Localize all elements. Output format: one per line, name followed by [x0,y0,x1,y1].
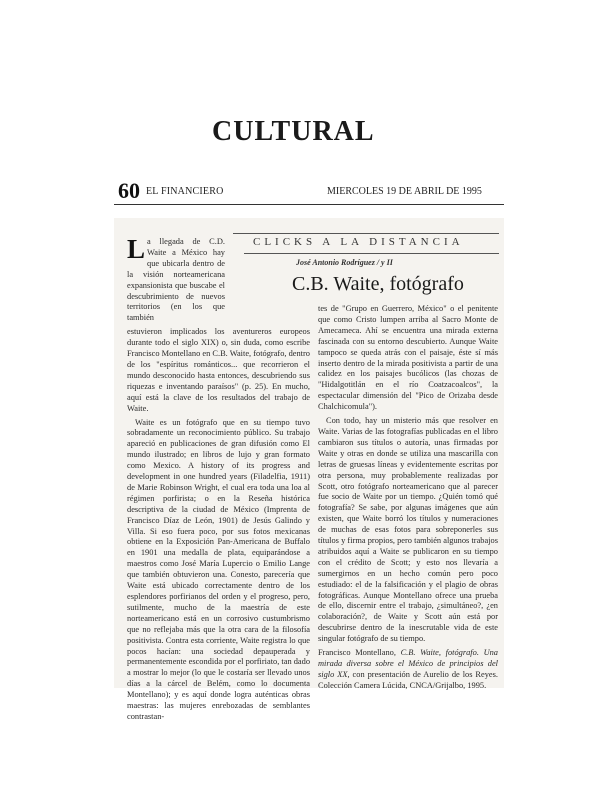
page-number: 60 [118,178,140,203]
article-paragraph: Waite es un fotógrafo que en su tiempo tuvo sobradamente un reconocimiento público. Su trabajo apareció en publicaciones de gran difusión como El mundo ilustrado; en libros de lujo y gran formato como Mexico. A history of its progress and development in one hundred years (Filadelfia, 1911) de Marie Robinson Wright, el cual era toda una loa al régimen porfirista; o en la Reseña histórica descriptiva de la ciudad de México (Imprenta de Francisco Díaz de León, 1901) de Jesús Galindo y Villa. Si eso fuera poco, por sus fotos mexicanas obtiene en la Exposición Pan-Americana de Buffalo en 1901 una medalla de plata, equiparándose a maestros como José María Lupercio o Emilio Lange que también obtuvieron una. Conesto, parecería que Waite está ubicado correctamente dentro de los esplendores porfirianos del orden y el progreso, pero, sutilmente, mucho de la maestría de este norteamericano está en un corrosivo custumbrismo que no reflejaba más que la otra cara de la filosofía positivista. Contra esta corriente, Waite registra lo que pocos hacían: una sociedad depauperada y permanentemente escondida por el porfiriato, tan dado a mostrar lo mejor (lo que le costaría ser llevado unos días a la cárcel de Belém, como lo documenta Montellano); y es aquí donde logra auténticas obras maestras: las mujeres enrebozadas de semblantes contrastan- [127,417,311,721]
article-paragraph: estuvieron implicados los aventureros europeos durante todo el siglo XIX) o, sin duda, como escribe Francisco Montellano en C.B. Waite, fotógrafo, dentro de los "espíritus románticos... que recorrieron el mundo desconocido hasta entonces, descubriendo sus riquezas e inventando paraísos" (p. 25). En mucho, aquí está la clave de los resultados del trabajo de Waite. [127,327,310,413]
section-title: CULTURAL [212,116,375,147]
article-column-2 [318,304,498,690]
intro-text: a llegada de C.D. Waite a México hay que ubicarla dentro de la visión norteamericana expansionista que buscabe el descubrimiento de nuevos territorios (en los que también [127,237,225,323]
drop-cap: L [127,234,146,264]
article-paragraph [127,234,225,324]
header-rule [114,204,504,205]
credit-book-title: C.B. Waite, fotógrafo. Una mirada diversa sobre el México de principios del siglo XX, [318,648,498,679]
article-headline: C.B. Waite, fotógrafo [292,273,464,295]
column-kicker: CLICKS A LA DISTANCIA [253,236,464,248]
kicker-top-rule [233,233,499,234]
article-paragraph: Con todo, hay un misterio más que resolver en Waite. Varias de las fotografías publicadas en el libro cambiaron sus títulos o autoría, unas firmadas por Waite y otras en donde se utiliza una mascarilla con letras de gruesas líneas y evidentemente escritas por otra persona, muy probablemente realizadas por Scott, otro fotógrafo norteamericano que al parecer fue socio de Waite por un tiempo. ¿Quién tomó qué fotografía? Se sabe, por algunas imágenes que aún existen, que Waite borró los títulos y numeraciones de muchas de esas fotos para sobreponerles sus títulos y firma propios, pero también algunos trabajos atribuidos aquí a Waite se publicaron en su tiempo con el crédito de Scott; y esto nos llevaría a sumergirnos en un hecho común pero poco estudiado: el de la falsificación y el plagio de obras fotográficas. Aunque Montellano ofrece una prueba de ello, discernir entre el trabajo, ¿simultáneo?, ¿en colaboración?, de Waite y Scott aún está por descubrirse dentro de la inescrutable vida de este singular fotógrafo de su tiempo. [318,416,498,644]
book-credit [318,648,498,692]
credit-details: con presentación de Aurelio de los Reyes. Colección Camera Lúcida, CNCA/Grijalbo, 1995. [318,669,498,690]
article-paragraph: tes de "Grupo en Guerrero, México" o el penitente que como Cristo lumpen arriba al Sacro Monte de Amecameca. Ahí se encuentra una mirada externa fascinada con su entorno descubierto. Aunque Waite tampoco se queda atrás con el paisaje, éste sí más inserto dentro de la mirada positivista a partir de una calidez en los paisajes bucólicos (las chozas de "Hidalgotitlán en el río Coatzacoalcos", la espectacular dimensión del "Pico de Orizaba desde Chalchicomula"). [318,304,498,412]
issue-date: MIERCOLES 19 DE ABRIL DE 1995 [327,186,482,197]
byline: José Antonio Rodríguez / y II [296,258,393,267]
credit-author: Francisco Montellano, [318,648,396,658]
article-column-1 [127,234,311,721]
publication-name: EL FINANCIERO [146,186,224,197]
